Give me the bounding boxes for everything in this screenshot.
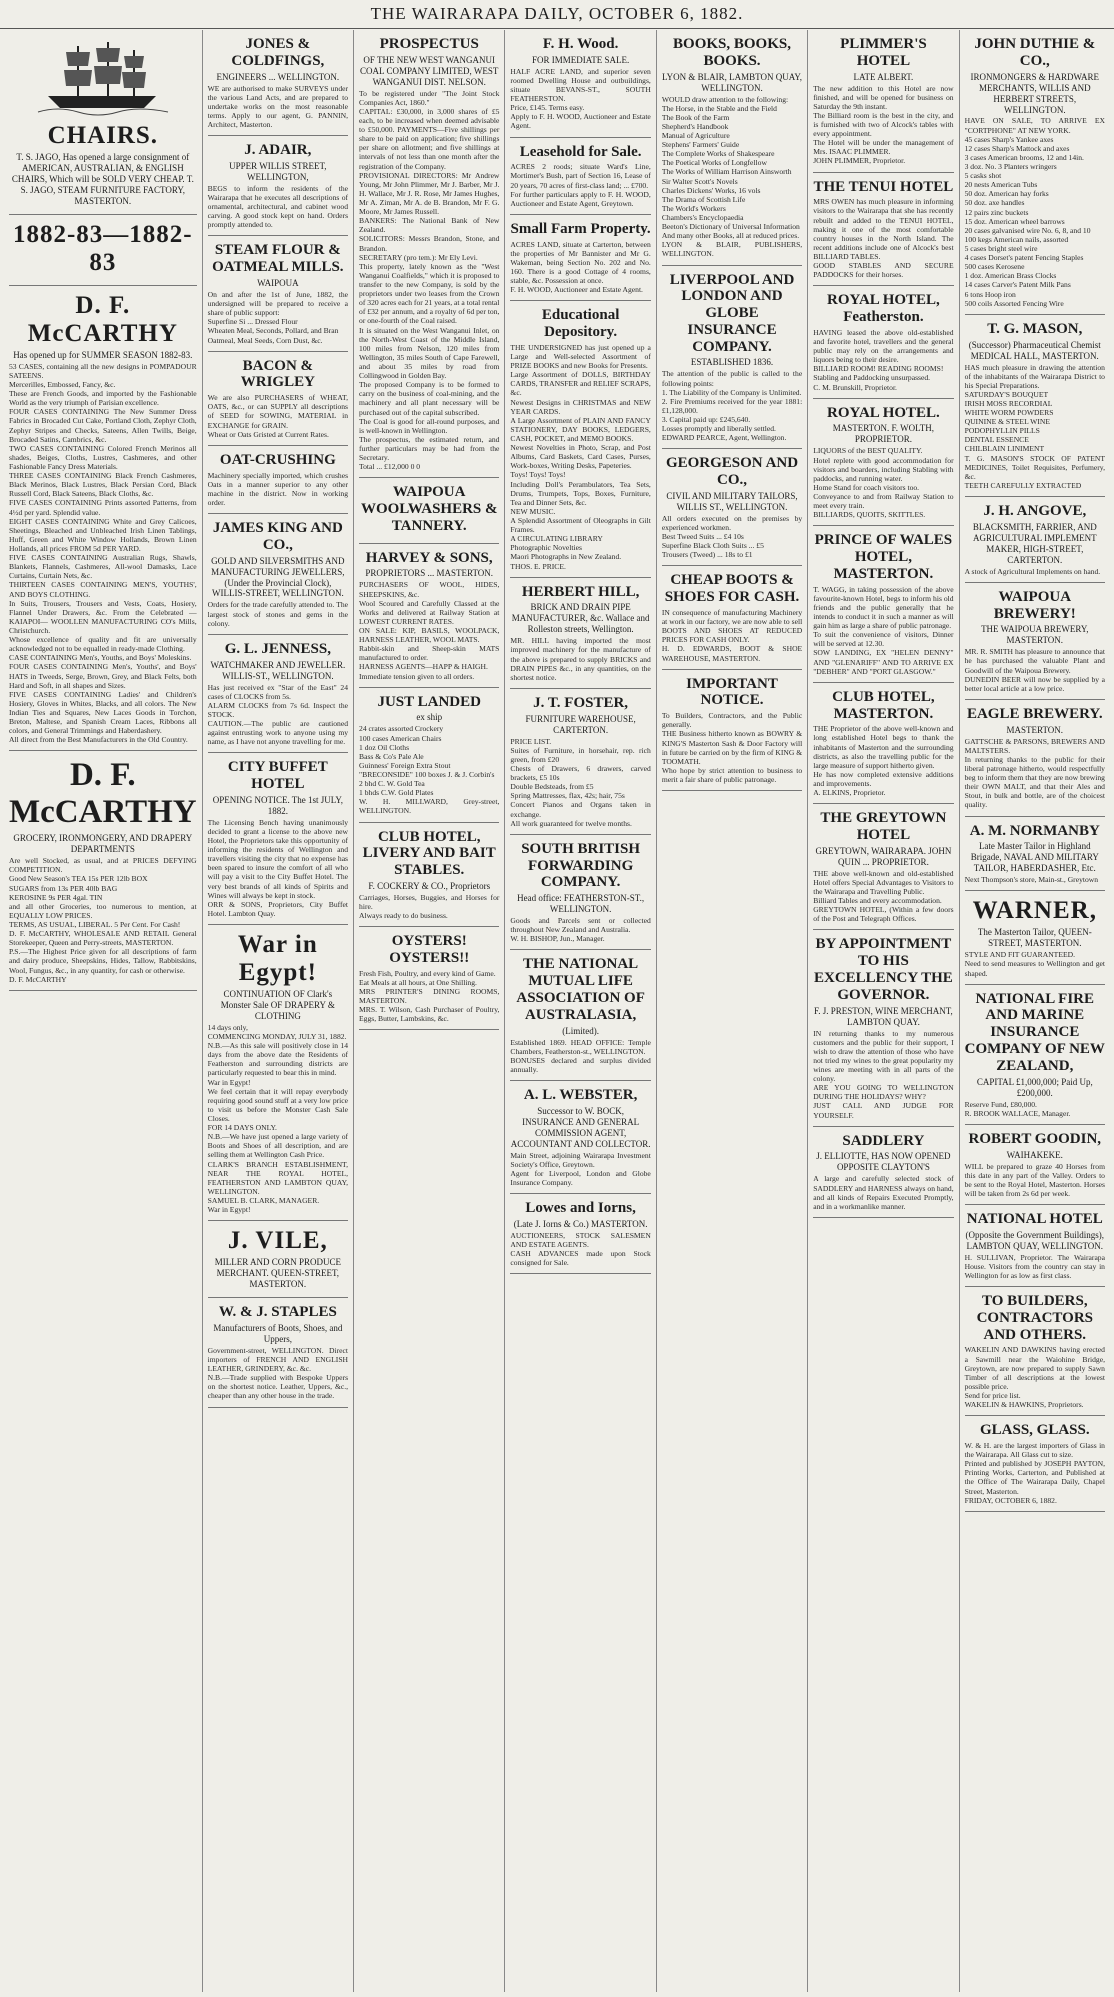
advertisement (965, 30, 1105, 315)
ad-subtitle: MASTERTON. F. WOLTH, PROPRIETOR. (832, 423, 935, 445)
ad-body: 14 days only, COMMENCING MONDAY, JULY 31, 1882. N.B.—As this sale will positively close in 14 days from the above date the Residents of Featherston and surrounding districts are particularly requested to bear this in mind. War in Egypt! We feel certain that it will repay everybody requiring good sound stuff at a very low price to visit us before the Monster Cash Sale Closes. FOR 14 DAYS ONLY. N.B.—We have just opened a large variety of Boots and Shoes of all description, and are selling them at Wellington Cash Price. CLARK'S BRANCH ESTABLISHMENT, NEAR THE ROYAL HOTEL, FEATHERSTON AND LAMBTON QUAY, WELLINGTON. SAMUEL B. CLARK, MANAGER. War in Egypt! (207, 1022, 349, 1215)
advertisement (965, 1205, 1105, 1287)
ad-body: Next Thompson's store, Main-st., Greytown (964, 875, 1099, 885)
advertisement (208, 136, 348, 236)
ad-title: SOUTH BRITISH FORWARDING COMPANY. (521, 840, 641, 891)
ad-body: LIQUORS of the BEST QUALITY. Hotel replete with good accommodation for visitors and boarders, including Stabling with paddocks, and running water. Home Stand for coach visitors too. Conveyance to and from Railway Station to meet every train. BILLIARDS, QUOITS, SKITTLES. (813, 446, 954, 520)
advertisement (359, 30, 499, 478)
ad-title: J. ADAIR, (244, 142, 312, 159)
ad-body: Fresh Fish, Poultry, and every kind of Game. Eat Meals at all hours, at One Shilling. MRS PRINTER'S DINING ROOMS, MASTERTON. MRS. T. Wilson, Cash Purchaser of Poultry, Eggs, Butter, Lambskins, &c. (359, 968, 500, 1024)
ad-title: BOOKS, BOOKS, BOOKS. (673, 36, 791, 69)
advertisement (965, 1416, 1105, 1512)
ad-body: On and after the 1st of June, 1882, the undersigned will be prepared to receive a share of public support: Superfine Si ... Dressed Flour Wheaten Meal, Seconds, Pollard, and Bran Oatmeal, Meal Seeds, Corn Dust, &c. (207, 289, 349, 345)
ad-body: AUCTIONEERS, STOCK SALESMEN AND ESTATE AGENTS. CASH ADVANCES made upon Stock consigned for Sale. (510, 1230, 651, 1268)
ad-subtitle: WAIPOUA (257, 277, 299, 288)
ad-body: The new addition to this Hotel are now finished, and will be opened for business on Saturday the 9th instant. The Billiard room is the best in the city, and is furnished with two of Alcock's tables with every appointment. The Hotel will be under the management of Mrs. ISAAC PLIMMER. JOHN PLIMMER, Proprietor. (813, 83, 954, 166)
ad-subtitle: (Late J. Iorns & Co.) MASTERTON. (513, 1218, 648, 1229)
ad-subtitle: Has opened up for SUMMER SEASON 1882-83. (13, 349, 193, 360)
ad-title: THE TENUI HOTEL (813, 178, 954, 195)
ad-subtitle: BLACKSMITH, FARRIER, AND AGRICULTURAL IMPLEMENT MAKER, HIGH-STREET, CARTERTON. (972, 521, 1097, 565)
advertisement (208, 446, 348, 514)
ad-subtitle: LATE ALBERT. (853, 71, 914, 82)
ad-subtitle: ESTABLISHED 1836. (690, 357, 774, 368)
ad-body: HALF ACRE LAND, and superior seven roomed Dwelling House and outbuildings, situate BEVANS-ST., SOUTH FEATHERSTON. Price, £145. Terms easy. Apply to F. H. WOOD, Auctioneer and Estate Agent. (510, 66, 651, 131)
ad-title: THE NATIONAL MUTUAL LIFE ASSOCIATION OF AUSTRALASIA, (516, 956, 645, 1023)
ad-title: CLUB HOTEL, LIVERY AND BAIT STABLES. (362, 828, 496, 879)
ad-body: MRS OWEN has much pleasure in informing visitors to the Wairarapa that she has recently rebuilt and added to the TENUI HOTEL, making it one of the most comfortable country houses in the North Island. The recent additions include one of Alcock's best BILLIARD TABLES. GOOD STABLES AND SECURE PADDOCKS for their horses. (813, 197, 954, 280)
ad-subtitle: Late Master Tailor in Highland Brigade, NAVAL AND MILITARY TAILOR, HABERDASHER, Etc. (970, 841, 1099, 874)
ad-title: LIVERPOOL AND LONDON AND GLOBE INSURANCE COMPANY. (669, 271, 795, 355)
ad-title: OAT-CRUSHING (219, 451, 336, 468)
column-5 (657, 30, 808, 1992)
ad-title: TO BUILDERS, CONTRACTORS AND OTHERS. (976, 1293, 1093, 1343)
ad-body: ACRES 2 roods; situate Ward's Line, Mortimer's Bush, part of Section 16, Lease of 20 years, 70 acres of first-class land; ... £700. For further particulars apply to F. H. WOOD, Auctioneer and Estate Agent, Greytown. (510, 162, 651, 208)
ad-body: Carriages, Horses, Buggies, and Horses for hire. Always ready to do business. (359, 892, 500, 921)
advertisement (359, 927, 499, 1030)
ad-body: MR. HILL having imported the most improved machinery for the manufacture of the above is prepared to supply BRICKS and DRAIN PIPES &c., in any quantities, on the shortest notice. (510, 636, 651, 682)
ad-subtitle: THE WAIPOUA BREWERY, MASTERTON. (981, 624, 1089, 646)
ad-title: SADDLERY (842, 1132, 925, 1149)
ad-title: THE GREYTOWN HOTEL (820, 810, 947, 844)
advertisement (662, 30, 802, 266)
ad-title: IMPORTANT NOTICE. (686, 675, 778, 709)
column-4 (505, 30, 656, 1992)
ad-title: Lowes and Iorns, (525, 1200, 636, 1217)
ad-title: A. L. WEBSTER, (523, 1086, 638, 1103)
advertisement (208, 753, 348, 925)
ad-title: PROSPECTUS (379, 36, 479, 52)
ad-body: IN returning thanks to my numerous customers and the public for their support, I wish to draw the attention of those who have not tried my wines to the great popularity my wines are meeting with in all parts of the colony. ARE YOU GOING TO WELLINGTON DURING THE HOLIDAYS? WHY? JUST CALL AND JUDGE FOR YOURSELF. (813, 1028, 954, 1120)
ad-body: A stock of Agricultural Implements on hand. (964, 566, 1101, 576)
ad-body: STYLE AND FIT GUARANTEED. Need to send measures to Wellington and get shaped. (964, 950, 1105, 978)
ad-subtitle: Head office: FEATHERSTON-ST., WELLINGTON. (517, 893, 645, 915)
ad-subtitle: ENGINEERS ... WELLINGTON. (216, 71, 340, 82)
ad-subtitle: GOLD AND SILVERSMITHS AND MANUFACTURING JEWELLERS, (Under the Provincial Clock), WILLIS-STREET, WELLINGTON. (211, 555, 345, 599)
ad-subtitle: T. S. JAGO, Has opened a large consignment of AMERICAN, AUSTRALIAN, & ENGLISH CHAIRS, Which will be SOLD VERY CHEAP. T. S. JAGO, STEAM FURNITURE FACTORY, MASTERTON. (11, 152, 194, 206)
ad-body: HAVE ON SALE, TO ARRIVE EX "CORTPHONE" AT NEW YORK. 45 cases Sharp's Yankee axes 12 cases Sharp's Mattock and axes 3 cases American brooms, 12 and 14in. 3 doz. No. 3 Planters wringers 5 casks shot 20 nests American Tubs 50 doz. American hay forks 50 doz. axe handles 12 pairs zinc buckets 15 doz. American wheel barrows 20 cases galvanised wire No. 6, 8, and 10 100 kegs American nails, assorted 5 cases bright steel wire 4 cases Dorset's patent Fencing Staples 500 cases Kerosene 1 doz. American Brass Clocks 14 cases Carver's Patent Milk Pans 6 tons Hoop iron 500 coils Assorted Fencing Wire (964, 116, 1105, 308)
advertisement (208, 30, 348, 136)
advertisement (510, 1194, 650, 1274)
advertisement (510, 301, 650, 577)
ad-body: A large and carefully selected stock of SADDLERY and HARNESS always on hand, and all kinds of Repairs Executed Promptly, and in a workmanlike manner. (813, 1174, 954, 1211)
ad-subtitle: BRICK AND DRAIN PIPE MANUFACTURER, &c. Wallace and Rolleston streets, Wellington. (511, 602, 650, 635)
ad-subtitle: MASTERTON. (1006, 724, 1064, 735)
ad-body: Orders for the trade carefully attended to. The largest stock of stones and gems in the colony. (207, 600, 349, 628)
ad-body: T. WAGG, in taking possession of the above favourite-known Hotel, begs to inform his old friends and the public generally that he intends to conduct it in such a manner as will gain him as large a share of public patronage. To suit the convenience of visitors, Dinner will be served at 12.30. SOW LANDING, EX "HELEN DENNY" AND "GLENARIFF" AND TO ARRIVE EX "DEBHER" AND "PORT GLASGOW." (813, 584, 954, 676)
ad-subtitle: Successor to W. BOCK, INSURANCE AND GENERAL COMMISSION AGENT, ACCOUNTANT AND COLLECTOR. (510, 1105, 651, 1149)
ad-subtitle: The Masterton Tailor, QUEEN-STREET, MASTERTON. (977, 927, 1092, 949)
ad-body: HAVING leased the above old-established and favorite hotel, travellers and the general public may rely on the arrangements and liquors being to their desire. BILLIARD ROOM! READING ROOMS! Stabling and Paddocking unsurpassed. C. M. Brunskill, Proprietor. (813, 327, 954, 392)
advertisement (662, 566, 802, 669)
advertisement (208, 352, 348, 446)
ad-title: HERBERT HILL, (521, 583, 640, 600)
ad-title: STEAM FLOUR & OATMEAL MILLS. (212, 242, 344, 276)
ad-subtitle: ex ship (416, 712, 443, 723)
ad-subtitle: FURNITURE WAREHOUSE, CARTERTON. (525, 713, 636, 735)
ad-subtitle: (Limited). (562, 1025, 599, 1036)
ad-subtitle: J. ELLIOTTE, HAS NOW OPENED OPPOSITE CLAYTON'S (816, 1151, 951, 1173)
advertisement (813, 1127, 953, 1218)
advertisement (208, 1221, 348, 1298)
ad-title: ROYAL HOTEL, Featherston. (826, 292, 940, 326)
ad-title: JONES & COLDFINGS, (231, 36, 325, 69)
ad-body: ACRES LAND, situate at Carterton, between the properties of Mr Bannister and Mr G. Wakeman, being Section No. 202 and No. 160. There is a good Cottage of 4 rooms, stable, &c. Possession at once. F. H. WOOD, Auctioneer and Estate Agent. (510, 239, 651, 295)
ad-subtitle: LYON & BLAIR, LAMBTON QUAY, WELLINGTON. (662, 71, 802, 93)
advertisement (965, 315, 1105, 497)
ad-title: J. VILE, (227, 1227, 328, 1255)
ad-body: Goods and Parcels sent or collected throughout New Zealand and Australia. W. H. BISHOP, Jun., Manager. (510, 916, 651, 944)
ad-title: ROYAL HOTEL. (826, 404, 940, 421)
ad-title: NATIONAL FIRE AND MARINE INSURANCE COMPANY OF NEW ZEALAND, (964, 990, 1105, 1074)
ad-title: HARVEY & SONS, (365, 549, 493, 566)
advertisement (359, 478, 499, 543)
ad-body: All orders executed on the premises by experienced workmen. Best Tweed Suits ... £4 10s Superfine Black Cloth Suits ... £5 Trousers (Tweed) ... 18s to £1 (661, 513, 803, 560)
ad-subtitle: GROCERY, IRONMONGERY, AND DRAPERY DEPARTMENTS (13, 833, 193, 855)
ad-title: PLIMMER'S HOTEL (840, 36, 927, 69)
ad-body: The attention of the public is called to the following points: 1. The Liability of the Company is Unlimited. 2. Fire Premiums received for the year 1881: £1,128,000. 3. Capital paid up: £245,640. Losses promptly and liberally settled. EDWARD PEARCE, Agent, Wellington. (661, 369, 803, 443)
ad-body: THE UNDERSIGNED has just opened up a Large and Well-selected Assortment of PRIZE BOOKS and new Books for Presents. Large Assortment of DOLLS, BIRTHDAY CARDS, TRANSFER and RELIEF SCRAPS, &c. Newest Designs in CHRISTMAS and NEW YEAR CARDS. A Large Assortment of PLAIN AND FANCY STATIONERY, DAY BOOKS, LEDGERS, CASH, POCKET, and MEMO BOOKS. Newest Novelties in Photo, Scrap, and Post Albums, Card Baskets, Card Cases, Purses, Work-boxes, Writing Desks, Papeteries. Toys! Toys! Toys! Including Doll's Perambulators, Tea Sets, Drums, Trumpets, Tops, Boxes, Furniture, Tea and Dinner Sets, &c. NEW MUSIC. A Splendid Assortment of Oleographs in Gilt Frames. A CIRCULATING LIBRARY Photographic Novelties Maori Photographs in New Zealand. THOS. E. PRICE. (510, 342, 651, 571)
ad-title: CHEAP BOOTS & SHOES FOR CASH. (664, 572, 800, 606)
ad-body: Has just received ex "Star of the East" 24 cases of CLOCKS from 5s. ALARM CLOCKS from 7s 6d. Inspect the STOCK. CAUTION.—The public are cautioned against entrusting work to anyone using my name, as I have not anyone travelling for me. (207, 682, 349, 747)
advertisement (208, 635, 348, 754)
ad-subtitle: WAIHAKEKE. (1006, 1149, 1063, 1160)
ad-body: WAKELIN AND DAWKINS having erected a Sawmill near the Waiohine Bridge, Greytown, are now prepared to supply Sawn Timber of all descriptions at the lowest possible price. Send for price list. WAKELIN & HAWKINS, Proprietors. (964, 1345, 1105, 1410)
ad-title: War in Egypt! (237, 931, 318, 987)
ad-body: WOULD draw attention to the following: The Horse, in the Stable and the Field The Book of the Farm Shepherd's Handbook Manual of Agriculture Stephens' Farmers' Guide The Complete Works of Shakespeare The Poetical Works of Longfellow The Works of William Harrison Ainsworth Sir Walter Scott's Novels Charles Dickens' Works, 16 vols The Drama of Scottish Life The World's Workers Chambers's Encyclopaedia Beeton's Dictionary of Universal Information And many other Books, all at reduced prices. LYON & BLAIR, PUBLISHERS, WELLINGTON. (661, 94, 803, 259)
ad-title: D. F. McCARTHY (9, 757, 197, 831)
ad-subtitle: CONTINUATION OF Clark's Monster Sale OF DRAPERY & CLOTHING (220, 989, 335, 1021)
ad-title: CLUB HOTEL, MASTERTON. (832, 688, 935, 722)
ad-title: W. & J. STAPLES (218, 1304, 337, 1321)
ad-subtitle: (Successor) Pharmaceutical Chemist MEDICAL HALL, MASTERTON. (968, 339, 1101, 361)
ad-title: CITY BUFFET HOTEL (227, 759, 328, 793)
ad-body: H. SULLIVAN, Proprietor. The Wairarapa House. Visitors from the country can stay in Wellington for as low as first class. (964, 1252, 1105, 1280)
advertisement (965, 583, 1105, 700)
column-2 (203, 30, 354, 1992)
ad-title: Leasehold for Sale. (519, 143, 642, 160)
ad-body: THE above well-known and old-established Hotel offers Special Advantages to Visitors to the Wairarapa and Travelling Public. Billiard Tables and every accommodation. GREYTOWN HOTEL, (Within a few doors of the Post and Telegraph Offices. (813, 868, 954, 924)
ad-title: F. H. Wood. (542, 36, 619, 52)
column-7 (960, 30, 1110, 1992)
advertisement (965, 700, 1105, 817)
advertisement (965, 1125, 1105, 1205)
ad-title: GEORGESON AND CO., (665, 455, 799, 489)
advertisement (510, 835, 650, 951)
ad-title: EAGLE BREWERY. (966, 705, 1103, 722)
ad-body: To be registered under "The Joint Stock Companies Act, 1860." CAPITAL: £30,000, in 3,000 shares of £5 each, to be increased when deemed advisable to £50,000. PAYMENTS—Five shillings per share to be paid on application; five shillings per share on allotment; and five shillings at intervals of not less than one month after the registration of the Company. PROVISIONAL DIRECTORS: Mr Andrew Young, Mr John Plimmer, Mr J. Barber, Mr J. H. Wallace, Mr J. R. Rose, Mr James Hughes, Mr A. Ziman, Mr A. de B. Brandon, Mr F. G. Moore, Mr James Russell. BANKERS: The National Bank of New Zealand. SOLICITORS: Messrs Brandon, Stone, and Brandon. SECRETARY (pro tem.): Mr Ely Levi. This property, lately known as the "West Wanganui Coalfields," which it is proposed to transfer to the new Company, is sold by the proprietors under two leases from the Crown of 320 acres each for 21 years, at a total rental of £32 per annum, and a royalty of 6d per ton, or one-fourth of the Coal raised. It is situated on the West Wanganui Inlet, on the North-West Coast of the Middle Island, 100 miles from Nelson, 120 miles from Wellington, 35 miles South of Cape Farewell, and about 35 miles by road from Collingwood in Golden Bay. The proposed Company is to be formed to carry on the business of coal-mining, and the machinery and all plant necessary will be purchased out of the capital subscribed. The Coal is good for all-round purposes, and is well-known in Wellington. The prospectus, the estimated return, and further particulars may be had from the Secretary. Total ... £12,000 0 0 (359, 88, 500, 472)
advertisement (965, 985, 1105, 1125)
advertisement (510, 1081, 650, 1194)
ad-subtitle: IRONMONGERS & HARDWARE MERCHANTS, WILLIS AND HERBERT STREETS, WELLINGTON. (970, 71, 1100, 115)
ad-title: 1882-83—1882-83 (12, 220, 193, 276)
ad-body: THE Proprietor of the above well-known and long established Hotel begs to thank the inhabitants of Masterton and the surrounding districts, as also the travelling public for the large measure of support hitherto given. He has now completed extensive additions and improvements. A. ELKINS, Proprietor. (813, 724, 954, 798)
advertisement (662, 670, 802, 791)
ad-body: PURCHASERS OF WOOL, HIDES, SHEEPSKINS, &c. Wool Scoured and Carefully Classed at the Works and delivered at Railway Station at LOWEST CURRENT RATES. ON SALE: KIP, BASILS, WOOLPACK, HARNESS LEATHER, WOOL MATS. Rabbit-skin and Sheep-skin MATS manufactured to order. HARNESS AGENTS—HAPP & HAIGH. Immediate tension given to all orders. (359, 580, 500, 681)
ad-title: BY APPOINTMENT TO HIS EXCELLENCY THE GOVERNOR. (814, 936, 953, 1003)
ad-subtitle: (Opposite the Government Buildings), LAMBTON QUAY, WELLINGTON. (965, 1229, 1105, 1251)
ad-title: JUST LANDED (377, 693, 481, 710)
ad-body: 53 CASES, containing all the new designs in POMPADOUR SATEENS. Mercerilles, Embossed, Fancy, &c. These are French Goods, and imported by the Fashionable World as the very triumph of Parisian excellence. FOUR CASES CONTAINING The New Summer Dress Fabrics in Brocaded Cut Cake, Portland Cloth, Zephyr Cloth, Zephyr Stripes and Checks, Sateens, Allen Twills, Beige, Brocaded Satins, Cambrics, &c. TWO CASES CONTAINING Colored French Merinos all shades, Beiges, Cloths, Lustres, Cashmeres, and other Fashionable Fancy Dress Materials. THREE CASES CONTAINING Black French Cashmeres, Black Merinos, Black Lustres, Black Persian Cord, Black Russell Cord, Black Sateens, Black Cloths, &c. FIVE CASES CONTAINING Prints assorted Patterns, from 4½d per yard. Splendid value. EIGHT CASES CONTAINING White and Grey Calicoes, Sheetings, Bleached and Unbleached Irish Linen Tablings, Huff, Green and White Window Hollands, Brown Linen Hollands, all prices FROM 5d PER YARD. FIVE CASES CONTAINING Australian Rugs, Shawls, Blankets, Flannels, Cashmeres, All-wool Damasks, Lace Curtains, Curtain Nets, &c. THIRTEEN CASES CONTAINING MEN'S, YOUTHS', AND BOYS CLOTHING. In Suits, Trousers, Trousers and Vests, Coats, Hosiery, Flannel Under Drawers, &c. From the Celebrated —KAIAPOI— WOOLLEN MANUFACTURING CO's Mills, Christchurch. Whose excellence of quality and fit are universally acknowledged not to be equalled in ready-made Clothing. CASE CONTAINING Men's, Youths, and Boys' Moleskins. FOUR CASES CONTAINING Men's, Youths', and Boys' HATS in Tweeds, Serge, Brown, Grey, and Black Felts, both Hard and Soft, in all shapes and Sizes. FIVE CASES CONTAINING Ladies' and Children's Hosiery, Gloves in Whites, Blacks, and all colors. The New Indian Ties and Squares, New Laces Goods in Torchon, Breton, Maltese, and Spanish Cream Laces, Ribbons all colors, and General Trimmings and Haberdashery. All direct from the Best Manufacturers in the Old Country. (9, 361, 197, 745)
ad-title: G. L. JENNESS, (224, 640, 331, 657)
advertisement (208, 925, 348, 1221)
ad-subtitle: MILLER AND CORN PRODUCE MERCHANT. QUEEN-STREET, MASTERTON. (214, 1257, 341, 1290)
advertisement (510, 215, 650, 301)
ad-title: ROBERT GOODIN, (968, 1130, 1102, 1147)
advertisement (208, 1298, 348, 1407)
ad-body: WE are authorised to make SURVEYS under the various Land Acts, and are prepared to undertake works on the most reasonable terms. Apply to our agent, G. PANNIN, Architect, Masterton. (207, 83, 349, 129)
ad-body: Government-street, WELLINGTON. Direct importers of FRENCH AND ENGLISH LEATHER, GRINDERY, &c. &c. N.B.—Trade supplied with Bespoke Uppers on the shortest notice. Leather, Uppers, &c., cheaper than any other house in the trade. (207, 1345, 349, 1401)
advertisement (813, 173, 953, 287)
advertisement (965, 891, 1105, 984)
ad-body: Reserve Fund, £80,000. R. BROOK WALLACE, Manager. (964, 1099, 1071, 1118)
ad-title: OYSTERS! OYSTERS!! (389, 933, 470, 966)
ad-title: WAIPOUA BREWERY! (993, 588, 1076, 622)
column-3 (354, 30, 505, 1992)
ad-body: 24 crates assorted Crockery 100 cases American Chairs 1 doz Oil Cloths Bass & Co's Pale Ale Guinness' Foreign Extra Stout "BRECONSIDE" 100 boxes J. & J. Corbin's 2 bhd C. W. Gold Tea 1 bhds C.W. Gold Plates W. H. MILLWARD, Grey-street, WELLINGTON. (359, 724, 500, 816)
advertisement (9, 215, 197, 286)
ad-title: Educational Depository. (541, 307, 620, 341)
ad-body: Machinery specially imported, which crushes Oats in a manner superior to any other machine in the district. Now in working order. (207, 470, 349, 507)
advertisement (813, 399, 953, 527)
advertisement (965, 817, 1105, 892)
ad-title: J. T. FOSTER, (533, 694, 629, 711)
ad-body: WILL be prepared to graze 40 Horses from this date in any part of the Valley. Orders to be sent to the Royal Hotel, Masterton. Horses will be taken from 2s 6d per week. (964, 1161, 1105, 1198)
advertisement (510, 30, 650, 138)
ad-subtitle: WATCHMAKER AND JEWELLER. WILLIS-ST., WELLINGTON. (210, 659, 346, 681)
ad-subtitle: UPPER WILLIS STREET, WELLINGTON, (229, 160, 327, 182)
advertisement (9, 30, 197, 215)
ad-body: We are also PURCHASERS of WHEAT, OATS, &c., or can SUPPLY all descriptions of SEED for SOWING, MATERIAL in EXCHANGE for GRAIN. Wheat or Oats Gristed at Current Rates. (207, 393, 349, 439)
ad-body: BEGS to inform the residents of the Wairarapa that he executes all descriptions of ornamental, architectural, and cabinet wood carving. A good stock kept on hand. Orders promptly attended to. (207, 183, 349, 230)
advertisement (813, 930, 953, 1126)
column-1 (4, 30, 203, 1992)
ad-title: GLASS, GLASS. (979, 1422, 1090, 1439)
advertisement (662, 266, 802, 450)
ad-title: D. F. McCARTHY (27, 291, 178, 347)
ad-title: J. H. ANGOVE, (983, 503, 1087, 520)
ad-subtitle: GREYTOWN, WAIRARAPA. JOHN QUIN ... PROPRIETOR. (815, 845, 952, 867)
advertisement (813, 683, 953, 804)
ad-body: HAS much pleasure in drawing the attention of the inhabitants of the Wairarapa District to his Special Preparations. SATURDAY'S BOUQUET IRISH MOSS RECORDIAL WHITE WORM POWDERS QUININE & STEEL WINE PODOPHYLLIN PILLS DENTAL ESSENCE CHILBLAIN LINIMENT T. G. MASON'S STOCK OF PATENT MEDICINES, Toilet Requisites, Perfumery, &c. TEETH CAREFULLY EXTRACTED (964, 362, 1105, 490)
ad-title: T. G. MASON, (987, 320, 1083, 337)
advertisement (510, 689, 650, 835)
ad-title: CHAIRS. (47, 122, 159, 149)
advertisement (359, 544, 499, 688)
column-6 (808, 30, 959, 1992)
advertisement (662, 449, 802, 566)
ad-title: Small Farm Property. (510, 220, 651, 237)
ad-subtitle: OF THE NEW WEST WANGANUI COAL COMPANY LIMITED, WEST WANGANUI DIST. NELSON. (360, 54, 499, 87)
ad-body: Are well Stocked, as usual, and at PRICES DEFYING COMPETITION. Good New Season's TEA 15s PER 12lb BOX SUGARS from 13s PER 40lb BAG KEROSINE 9s PER 4gal. TIN and all other Groceries, too numerous to mention, at EQUALLY LOW PRICES. TERMS, AS USUAL, LIBERAL. 5 Per Cent. For Cash! D. F. McCARTHY, WHOLESALE AND RETAIL General Storekeeper, Queen and Perry-streets, MASTERTON. P.S.—The Highest Price given for all descriptions of farm and dairy produce, Sheepskins, Hides, Tallow, Rabbitskins, Wool, Fungus, &c., in any quantity, for cash or otherwise. D. F. McCARTHY (9, 856, 197, 984)
advertisement (359, 823, 499, 928)
ad-title: PRINCE OF WALES HOTEL, MASTERTON. (814, 532, 953, 582)
advertisement (510, 138, 650, 215)
advertisement (813, 526, 953, 682)
advertisement (359, 688, 499, 823)
ad-subtitle: FOR IMMEDIATE SALE. (531, 54, 630, 65)
ad-title: JAMES KING AND CO., (212, 519, 343, 553)
advertisement (965, 497, 1105, 583)
ad-body: The Licensing Bench having unanimously decided to grant a license to the above new Hotel, the Proprietors take this opportunity of informing the residents of Wellington and travellers visiting the city that no expense has been spared to insure the comfort of all who will pay a visit to the City Buffet Hotel. The very best brands of all kinds of Spirits and Wines will always be kept in stock. ORR & SONS, Proprietors, City Buffet Hotel. Lambton Quay. (207, 817, 349, 918)
ad-title: WAIPOUA WOOLWASHERS & TANNERY. (360, 484, 498, 534)
advertisement (208, 514, 348, 635)
ad-body: Main Street, adjoining Wairarapa Investment Society's Office, Greytown. Agent for Liverpool, London and Globe Insurance Company. (510, 1150, 651, 1187)
columns-container (4, 30, 1110, 1992)
advertisement (813, 30, 953, 173)
ad-body: Established 1869. HEAD OFFICE: Temple Chambers, Featherston-st., WELLINGTON. BONUSES declared and surplus divided annually. (510, 1037, 651, 1074)
ad-body: MR. R. SMITH has pleasure to announce that he has purchased the valuable Plant and Goodwill of the Waipoua Brewery. DUNEDIN BEER will now be supplied by a better local article at a low price. (964, 647, 1105, 693)
advertisement (965, 1287, 1105, 1416)
ad-subtitle: CIVIL AND MILITARY TAILORS, WILLIS ST., WELLINGTON. (666, 490, 798, 512)
ad-body: To Builders, Contractors, and the Public generally. THE Business hitherto known as BOWRY & KING'S Masterton Sash & Door Factory will in future be carried on by the firm of KING & TOOMATH. Who hope by strict attention to business to merit a fair share of public patronage. (661, 711, 803, 785)
masthead: THE WAIRARAPA DAILY, OCTOBER 6, 1882. (0, 0, 1114, 29)
advertisement (510, 578, 650, 689)
ad-body: PRICE LIST. Suites of Furniture, in horsehair, rep. rich green, from £20 Chests of Drawers, 6 drawers, carved brackets, £5 10s Double Bedsteads, from £5 Spring Mattresses, flax, 42s; hair, 75s Concert Pianos and Organs taken in exchange. All work guaranteed for twelve months. (510, 736, 651, 828)
ad-title: JOHN DUTHIE & CO., (974, 36, 1096, 69)
ad-subtitle: CAPITAL £1,000,000; Paid Up, £200,000. (976, 1076, 1093, 1098)
ad-body: W. & H. are the largest importers of Glass in the Wairarapa. All Glass cut to size. Printed and published by JOSEPH PAYTON, Printing Works, Carterton, and Published at the Office of The Wairarapa Daily, Chapel Street, Masterton. FRIDAY, OCTOBER 6, 1882. (964, 1440, 1105, 1505)
ad-subtitle: PROPRIETORS ... MASTERTON. (365, 568, 494, 579)
ad-title: BACON & WRIGLEY (240, 357, 315, 391)
ad-subtitle: OPENING NOTICE. The 1st JULY, 1882. (212, 794, 343, 816)
ad-title: A. M. NORMANBY (969, 822, 1100, 839)
ad-subtitle: F. J. PRESTON, WINE MERCHANT, LAMBTON QUAY. (814, 1005, 953, 1027)
advertisement (208, 236, 348, 351)
ad-title: NATIONAL HOTEL (966, 1210, 1103, 1227)
ad-title: WARNER, (972, 897, 1097, 925)
ad-subtitle: Manufacturers of Boots, Shoes, and Uppers, (213, 1322, 343, 1344)
advertisement (9, 751, 197, 990)
advertisement (813, 804, 953, 930)
ad-subtitle: F. COCKERY & CO., Proprietors (368, 880, 491, 891)
advertisement (510, 950, 650, 1081)
ad-body: GATTSCHE & PARSONS, BREWERS AND MALTSTERS. In returning thanks to the public for their liberal patronage hitherto, would respectfully beg to inform them that they are now brewing their OWN MALT, and that their Ales and Stout, in bulk and bottle, are of the choicest quality. (964, 736, 1105, 810)
sailing-ship-illustration (38, 38, 168, 118)
advertisement (9, 286, 197, 752)
ad-body: IN consequence of manufacturing Machinery at work in our factory, we are now able to sell BOOTS AND SHOES AT REDUCED PRICES FOR CASH ONLY. H. D. EDWARDS, BOOT & SHOE WAREHOUSE, MASTERTON. (661, 608, 803, 663)
advertisement (813, 286, 953, 398)
